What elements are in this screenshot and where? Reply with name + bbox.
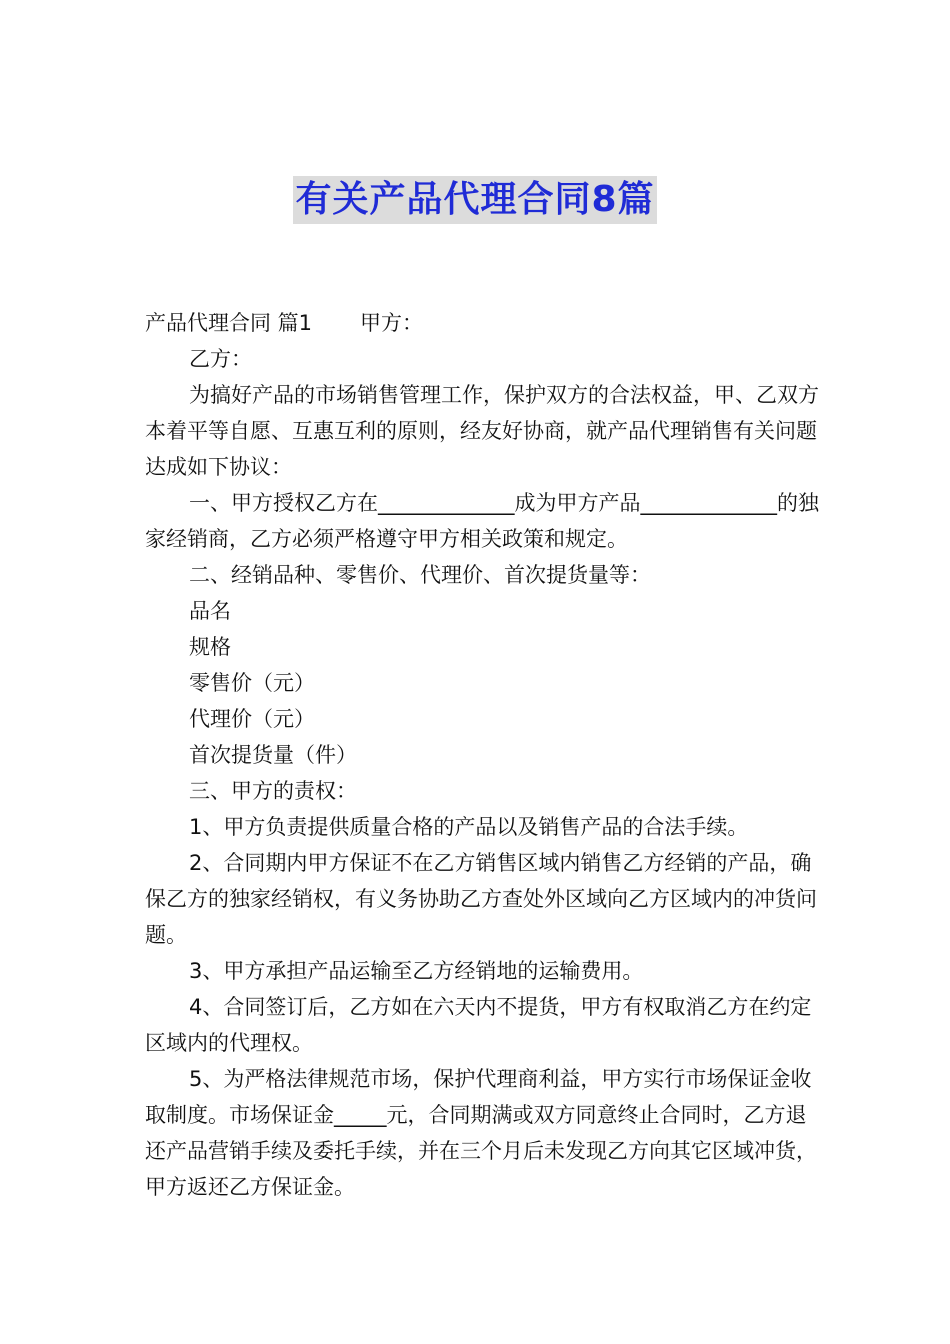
document-title-block xyxy=(0,176,950,230)
document-body xyxy=(145,305,825,1205)
list-item: 首次提货量（件） xyxy=(189,743,357,767)
contract-heading-line xyxy=(145,305,825,341)
party-a-label: 甲方： xyxy=(360,311,424,335)
party-b-label: 乙方： xyxy=(189,347,252,371)
paragraph: 三、甲方的责权： xyxy=(189,779,357,803)
paragraph: 为搞好产品的市场销售管理工作，保护双方的合法权益，甲、乙双方本着平等自愿、互惠互利的原则，经友好协商，就产品代理销售有关问题达成如下协议： xyxy=(145,383,819,479)
list-item: 品名 xyxy=(189,599,231,623)
paragraph: 3、甲方承担产品运输至乙方经销地的运输费用。 xyxy=(189,959,644,983)
paragraph: 1、甲方负责提供质量合格的产品以及销售产品的合法手续。 xyxy=(189,815,749,839)
document-title: 有关产品代理合同8篇 xyxy=(293,176,656,224)
paragraph: 一、甲方授权乙方在_____________成为甲方产品_____________的独家经销商，乙方必须严格遵守甲方相关政策和规定。 xyxy=(145,491,819,551)
list-item: 零售价（元） xyxy=(189,671,315,695)
list-item: 规格 xyxy=(189,635,231,659)
paragraph: 5、为严格法律规范市场，保护代理商利益，甲方实行市场保证金收取制度。市场保证金_____元，合同期满或双方同意终止合同时，乙方退还产品营销手续及委托手续，并在三个月后未发现乙方向其它区域冲货，甲方返还乙方保证金。 xyxy=(145,1067,817,1199)
paragraph: 二、经销品种、零售价、代理价、首次提货量等： xyxy=(189,563,651,587)
paragraph: 2、合同期内甲方保证不在乙方销售区域内销售乙方经销的产品，确保乙方的独家经销权，有义务协助乙方查处外区域向乙方区域内的冲货问题。 xyxy=(145,851,817,947)
contract-heading-label: 产品代理合同 篇1 xyxy=(145,311,313,335)
paragraph: 4、合同签订后，乙方如在六天内不提货，甲方有权取消乙方在约定区域内的代理权。 xyxy=(145,995,812,1055)
list-item: 代理价（元） xyxy=(189,707,315,731)
